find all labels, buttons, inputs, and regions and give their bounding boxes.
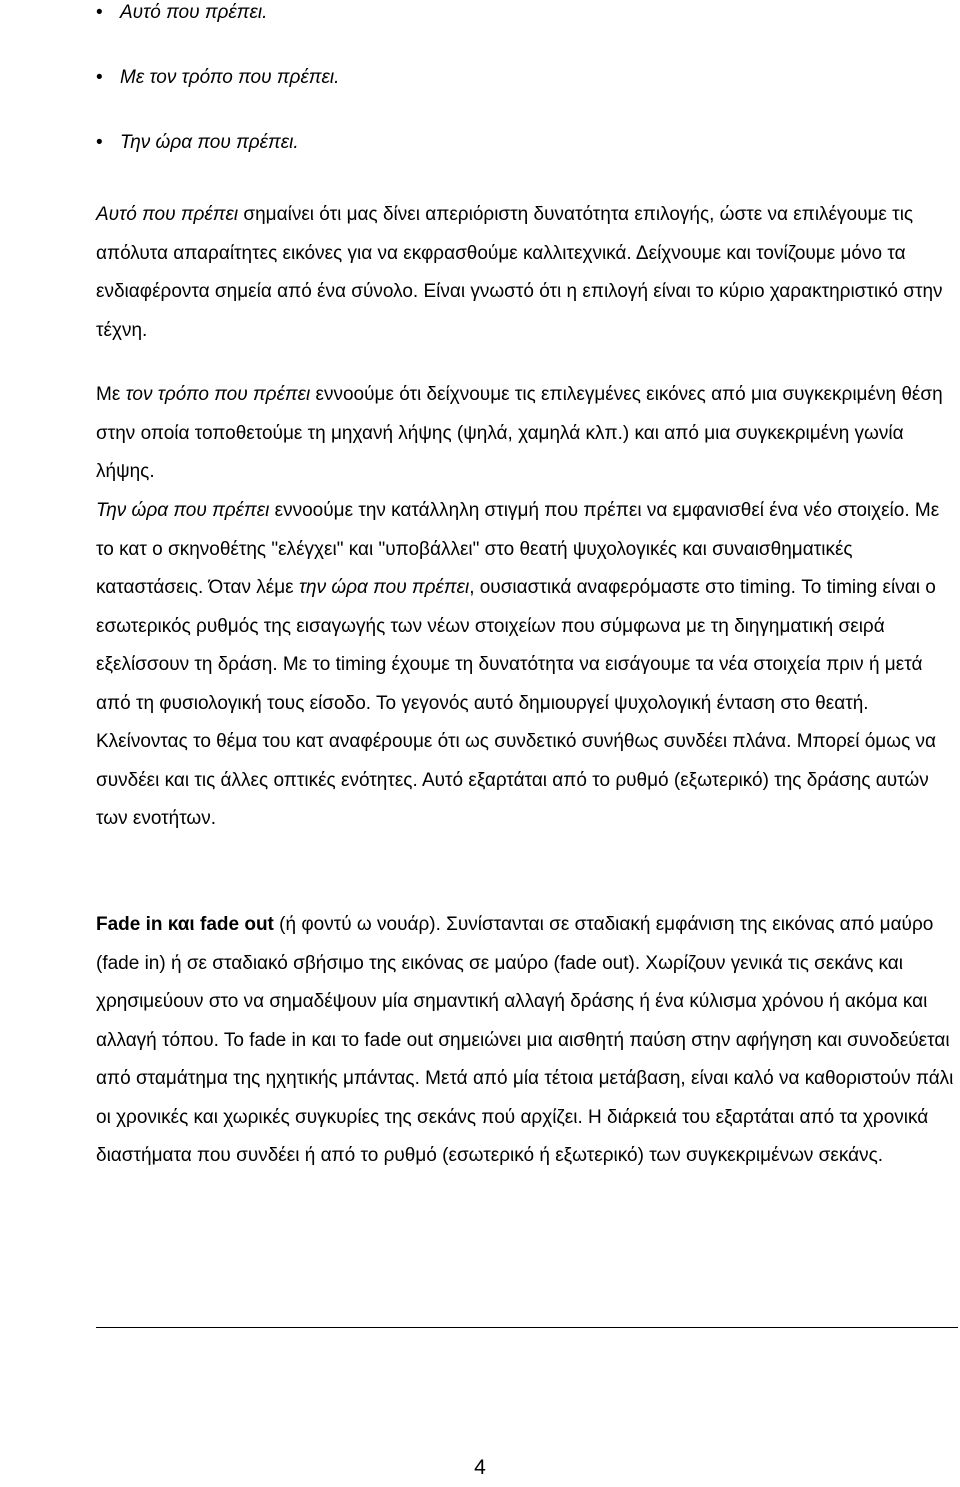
paragraph-selection <box>96 196 958 350</box>
paragraph-fade <box>96 906 958 1176</box>
bullet-item: • Με τον τρόπο που πρέπει. <box>96 65 339 95</box>
paragraph-text: εννοούμε ότι δείχνουμε τις επιλεγμένες εικόνες από μια συγκεκριμένη θέση στην οποία τοποθετούμε τη μηχανή λήψης (ψηλά, χαμηλά κλπ.) και από μια συγκεκριμένη γωνία λήψης. <box>96 384 943 482</box>
paragraph-lead: Την ώρα που πρέπει <box>96 500 270 521</box>
page-number: 4 <box>474 1456 486 1479</box>
paragraph-text: , ουσιαστικά αναφερόμαστε στο timing. Το timing είναι ο εσωτερικός ρυθμός της εισαγωγής των νέων στοιχείων που σύμφωνα με τη διηγηματική σειρά εξελίσσουν τη δράση. Με το timing έχουμε τη δυνατότητα να εισάγουμε τα νέα στοιχεία πριν ή μετά από τη φυσιολογική τους είσοδο. Το γεγονός αυτό δημιουργεί ψυχολογική ένταση στο θεατή. Κλείνοντας το θέμα του κατ αναφέρουμε ότι ως συνδετικό συνήθως συνδέει πλάνα. Μπορεί όμως να συνδέει και τις άλλες οπτικές ενότητες. Αυτό εξαρτάται από το ρυθμό (εξωτερικό) της δράσης αυτών των ενοτήτων. <box>96 577 937 829</box>
bullet-item: • Την ώρα που πρέπει. <box>96 130 339 160</box>
paragraph-text: εννοούμε την κατάλληλη στιγμή που πρέπει να εμφανισθεί ένα νέο στοιχείο. Με το κατ ο σκηνοθέτης "ελέγχει" και "υποβάλλει" στο θεατή ψυχολογικές και συναισθηματικές καταστάσεις. Όταν λέμε <box>96 500 940 598</box>
footnote-divider <box>96 1327 958 1328</box>
bullet-list <box>96 0 339 195</box>
paragraph-timing <box>96 492 958 839</box>
paragraph-text: (ή φοντύ ω νουάρ). Συνίστανται σε σταδιακή εμφάνιση της εικόνας από μαύρο (fade in) ή σε σταδιακό σβήσιμο της εικόνας σε μαύρο (fade out). Χωρίζουν γενικά τις σεκάνς και χρησιμεύουν στο να σημαδέψουν μία σημαντική αλλαγή δράσης ή ένα κύλισμα χρόνου ή ακόμα και αλλαγή τόπου. Το fade in και το fade out σημειώνει μια αισθητή παύση στην αφήγηση και συνοδεύεται από σταμάτημα της ηχητικής μπάντας. Μετά από μία τέτοια μετάβαση, είναι καλό να καθοριστούν πάλι οι χρονικές και χωρικές συγκυρίες της σεκάνς πού αρχίζει. Η διάρκειά του εξαρτάται από τα χρονικά διαστήματα που συνδέει ή από το ρυθμό (εσωτερικό ή εξωτερικό) των συγκεκριμένων σεκάνς. <box>96 914 954 1166</box>
paragraph-lead: Αυτό που πρέπει <box>96 204 239 225</box>
paragraph-text: σημαίνει ότι μας δίνει απεριόριστη δυνατότητα επιλογής, ώστε να επιλέγουμε τις απόλυτα απαραίτητες εικόνες για να εκφρασθούμε καλλιτεχνικά. Δείχνουμε και τονίζουμε μόνο τα ενδιαφέροντα σημεία από ένα σύνολο. Είναι γνωστό ότι η επιλογή είναι το κύριο χαρακτηριστικό στην τέχνη. <box>96 204 943 341</box>
paragraph-lead: τον τρόπο που πρέπει <box>125 384 311 405</box>
bullet-item: • Αυτό που πρέπει. <box>96 0 339 30</box>
paragraph-manner <box>96 376 958 492</box>
paragraph-emphasis: την ώρα που πρέπει <box>298 577 470 598</box>
paragraph-heading: Fade in και fade out <box>96 914 274 935</box>
paragraph-start: Με <box>96 384 126 405</box>
